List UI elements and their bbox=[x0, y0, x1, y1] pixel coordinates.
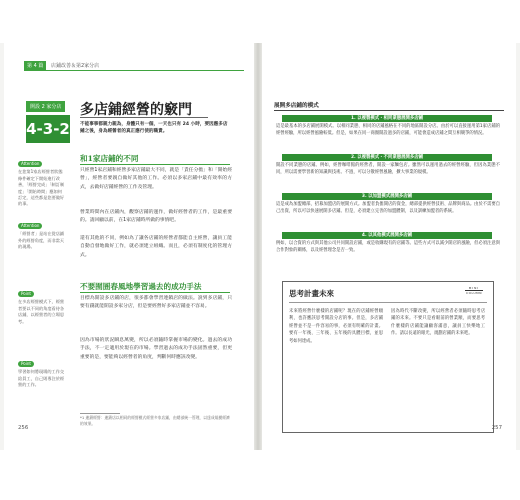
footnote-rule bbox=[80, 413, 120, 414]
mini-column-left-text: 未來將經營什麼樣的店鋪呢？現在的店鋪經營順利，也許應該思考開設分店的事。但是，多店鋪經營並不是一件容易的事，必須有明確的計畫。要有一年後、三年後、五年後的具體目標，並思考如何達成。 bbox=[289, 309, 383, 344]
footnote: *1 連鎖經營：連鎖店以相同的經營模式經營多家店鋪，由總部統一管理，以達成規模經濟的效果。 bbox=[80, 415, 230, 426]
mode-paragraph: 例如，以合資的方式與其他公司共同開設店鋪，或是收購現有的店鋪等。這些方式可以減少開店的風險，但必須注意與合作對象的關係，以及經營理念是否一致。 bbox=[276, 241, 500, 253]
body-paragraph: 還有其他的不同，例如為了讓各店鋪的經營者都能自主經營，讓員工能自動自發地做好工作，就必須建立組織。而且，必須有制度化的管理方式。 bbox=[80, 236, 232, 258]
topic-tag: 開設 2 家分店 bbox=[26, 101, 65, 112]
attention-badge: Attention bbox=[18, 161, 42, 167]
mode-bar: 2. 以複製模式・不同業態展開多店鋪 bbox=[282, 154, 492, 161]
mode-bar: 4. 以其他模式展開多店鋪 bbox=[282, 232, 492, 239]
chapter-label: 第 4 篇 bbox=[24, 61, 46, 70]
side-note-text: 在您第1家店經營者狀態條件確定下開始進行改善，「經營完成」「制訂制度」「開始時間」應如何訂定，這些都是您要做好的事。 bbox=[18, 169, 65, 207]
mini-column-box bbox=[282, 281, 494, 433]
section-heading: 不要囿圄春風地學習過去的成功手法 bbox=[80, 282, 202, 291]
section-heading: 和1家店鋪的不同 bbox=[80, 154, 139, 163]
mini-column-right-text: 因為時代不斷改變，所以經營者必須隨時思考店鋪的未來。不要只是看眼前的營業額，而要思考什麼樣的店鋪能讓顧客滿意，讓員工快樂地工作。請以長遠的眼光，規劃店鋪的未來吧。 bbox=[391, 309, 485, 337]
page-number: 257 bbox=[491, 425, 502, 431]
attention-badge: Attention bbox=[18, 223, 42, 229]
side-note-text: 學習如何將現場的工作交給員工，自己則專注於經營的工作。 bbox=[18, 369, 65, 388]
badge-bottom-text: COLUMN bbox=[465, 291, 482, 295]
page-subtitle: 不能事事都親力親為，身體只有一個，一天也只有 24 小時，要因應多店鋪之後，身為經營者的真正應行使的職責。 bbox=[80, 122, 228, 134]
right-page-heading: 展開多店鋪的模式 bbox=[274, 103, 319, 109]
section-rule bbox=[80, 292, 230, 293]
side-note-text: 在多店經營模式下，經營者要以不同的角度看待各店鋪，以經營者的立場思考。 bbox=[18, 299, 65, 324]
right-page bbox=[262, 43, 516, 450]
side-note bbox=[18, 223, 66, 251]
body-paragraph: 因為市場的狀況瞬息萬變，所以必須隨時掌握市場的變化。過去的成功手法，不一定適用於現在的市場。學習過去的成功手法固然重要，但更重要的是，要能夠以經營者的角度，判斷何時應該改變。 bbox=[80, 338, 232, 360]
side-note bbox=[18, 361, 66, 389]
side-note bbox=[18, 291, 66, 325]
heading-rule bbox=[274, 110, 504, 111]
page-title: 多店鋪經營的竅門 bbox=[80, 102, 192, 118]
side-note bbox=[18, 161, 66, 208]
mode-paragraph: 開設不同業態的店鋪。例如，經營咖啡館的經營者，開設一家麵包店。雖然可以運用過去的經營經驗，但因為業態不同，所以需要學習新的知識與技術。不過，可以分散經營風險，擴大事業的規模。 bbox=[276, 163, 500, 175]
mini-column-rule bbox=[289, 302, 487, 303]
mini-column-title: 思考計畫未來 bbox=[289, 289, 334, 298]
chapter-title: 店鋪改善＆第2家分店 bbox=[50, 63, 100, 69]
title-rule bbox=[80, 117, 208, 118]
mode-bar: 3. 以加盟模式展開多店鋪 bbox=[282, 193, 492, 200]
side-note-text: 「經營者」是站在從店鋪外的經營角度，而非當天的現場。 bbox=[18, 231, 65, 250]
page-number: 256 bbox=[18, 425, 29, 431]
mode-bar: 1. 以複製模式・相同業態展開多店鋪 bbox=[282, 115, 492, 122]
running-header bbox=[24, 61, 99, 70]
point-badge: Point bbox=[18, 291, 34, 297]
point-badge: Point bbox=[18, 361, 34, 367]
header-rule bbox=[24, 70, 244, 71]
left-page bbox=[4, 43, 254, 450]
book-gutter bbox=[254, 43, 262, 450]
section-rule bbox=[80, 164, 230, 165]
section-number: 4-3-2 bbox=[26, 115, 70, 143]
mode-paragraph: 這是最基本的多店鋪展開模式。以相同業態、相同的店鋪風格在不同的地區開設分店。由於可以直接運用第1家店鋪的經營經驗，所以經營風險較低。但是，如果在同一商圈開設過多的店鋪，可能會造成店鋪之間互相競爭的情況。 bbox=[276, 124, 500, 136]
mini-column-badge bbox=[465, 286, 483, 295]
body-paragraph: 只經營1家店鋪和經營多家店鋪最大不同，就是「責任分擔」和「開始經營」，經營者要親自做好其他的工作。必須以多家店鋪中最有效率的方式，去做好店鋪經營的工作及管理。 bbox=[80, 168, 232, 190]
body-paragraph: 目標為開設多店鋪的店，很多都會學習連鎖店的做法。說到多店鋪，只要有錢就能開設多家分店，但是要經營好多家店鋪並不容易。 bbox=[80, 296, 232, 310]
body-paragraph: 營業時間內在店鋪內，觀察店鋪的運作，做好經營者的工作，是最重要的。請回顧以前，在1家店鋪時所做的事情吧。 bbox=[80, 210, 232, 224]
badge-top-text: MINI bbox=[465, 286, 483, 291]
mode-paragraph: 這是成為加盟總部，招募加盟店的展開方式。加盟者負擔開店的資金，總部提供經營技術、品牌與商品。由於不需要自己出資，所以可以快速展開多店鋪。但是，必須建立完善的加盟體制，以及訓練加盟者的系統。 bbox=[276, 202, 500, 214]
